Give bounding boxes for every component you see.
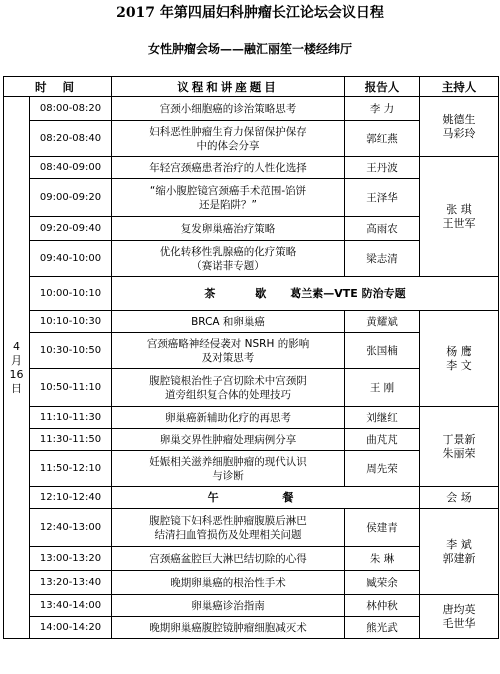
topic-cell [112,547,345,571]
topic-cell [112,407,345,429]
header-row [4,77,499,97]
host-name: 马彩玲 [442,126,476,140]
speaker-cell: 王 刚 [345,369,420,407]
topic-line: 腹腔镜根治性子宫切除术中宫颈阴 [149,374,307,387]
topic-line: 优化转移性乳腺癌的化疗策略 [159,245,297,258]
date-month: 月 [11,353,22,367]
time-cell: 13:00-13:20 [30,547,112,571]
speaker-cell: 李 力 [345,97,420,121]
header-speaker: 报告人 [345,77,420,97]
host-name: 丁景新 [442,432,476,446]
topic-line: 宫颈小细胞癌的诊治策略思考 [159,102,297,115]
host-name: 张 琪 [446,202,472,216]
topic-cell [112,157,345,179]
time-cell: 14:00-14:20 [30,617,112,639]
time-cell: 12:40-13:00 [30,509,112,547]
topic-line: 复发卵巢癌治疗策略 [180,222,276,235]
break-extra: 葛兰素—VTE 防治专题 [290,286,406,300]
speaker-cell: 梁志清 [345,241,420,277]
time-cell: 11:30-11:50 [30,429,112,451]
topic-cell [112,333,345,369]
speaker-cell: 林仲秋 [345,595,420,617]
speaker-cell: 周先荣 [345,451,420,487]
break-row [4,277,499,311]
break-label: 茶 歇 [204,286,285,300]
topic-cell [112,241,345,277]
time-cell: 09:20-09:40 [30,217,112,241]
topic-line: 卵巢交界性肿瘤处理病例分享 [159,433,297,446]
topic-cell [112,617,345,639]
lunch-row [4,487,499,509]
table-row [4,407,499,429]
topic-line: 年轻宫颈癌患者治疗的人性化选择 [149,161,307,174]
table-row [4,97,499,121]
host-cell: 会 场 [420,487,499,509]
speaker-cell: 王丹波 [345,157,420,179]
speaker-cell: 臧荣余 [345,571,420,595]
topic-line: 道旁组织复合体的处理技巧 [165,388,292,401]
time-cell: 10:30-10:50 [30,333,112,369]
date-day-num: 16 [9,367,24,381]
topic-cell [112,429,345,451]
topic-line: “缩小腹腔镜宫颈癌手术范围-馅饼 [149,184,307,197]
topic-line: 卵巢癌诊治指南 [191,599,265,612]
host-cell [420,157,499,277]
time-cell: 08:20-08:40 [30,121,112,157]
topic-cell [112,595,345,617]
topic-cell [112,179,345,217]
time-cell: 12:10-12:40 [30,487,112,509]
host-cell [420,311,499,407]
speaker-cell: 郭红燕 [345,121,420,157]
header-topic: 议程和讲座题目 [112,77,345,97]
time-cell: 10:10-10:30 [30,311,112,333]
topic-line: 腹腔镜下妇科恶性肿瘤腹膜后淋巴 [149,514,307,527]
topic-line: 妊娠相关滋养细胞肿瘤的现代认识 [149,455,307,468]
header-time: 时 间 [4,77,112,97]
topic-line: BRCA 和卵巢癌 [191,315,265,328]
topic-cell [112,369,345,407]
host-name: 毛世华 [442,616,476,630]
host-name: 朱丽荣 [442,446,476,460]
table-row [4,509,499,547]
date-cell [4,97,30,639]
time-cell: 13:40-14:00 [30,595,112,617]
speaker-cell: 张国楠 [345,333,420,369]
topic-line: 卵巢癌新辅助化疗的再思考 [165,411,292,424]
topic-line: 还是陷阱？” [199,198,257,211]
topic-line: 与诊断 [212,469,244,482]
topic-cell [112,571,345,595]
time-cell: 08:40-09:00 [30,157,112,179]
host-name: 郭建新 [442,551,476,565]
host-name: 李 文 [446,358,472,372]
topic-cell [112,311,345,333]
venue-subtitle: 女性肿瘤会场——融汇丽笙一楼经纬厅 [147,42,352,56]
host-name: 杨 鹰 [446,344,472,358]
speaker-cell: 黄耀斌 [345,311,420,333]
time-cell: 11:50-12:10 [30,451,112,487]
topic-cell [112,451,345,487]
date-day: 日 [11,381,22,395]
header-host: 主持人 [420,77,499,97]
topic-line: 妇科恶性肿瘤生育力保留保护保存 [149,125,307,138]
speaker-cell: 侯建青 [345,509,420,547]
time-cell: 08:00-08:20 [30,97,112,121]
topic-cell [112,509,345,547]
topic-cell [112,121,345,157]
date-month-num: 4 [13,339,20,353]
topic-line: 晚期卵巢癌的根治性手术 [170,576,286,589]
table-row [4,157,499,179]
speaker-cell: 朱 琳 [345,547,420,571]
host-cell [420,595,499,639]
host-name: 王世军 [442,216,476,230]
host-cell [420,97,499,157]
page-title: 2017 年第四届妇科肿瘤长江论坛会议日程 [116,5,384,21]
table-row [4,311,499,333]
speaker-cell: 熊光武 [345,617,420,639]
host-name: 李 斌 [446,537,472,551]
time-cell: 13:20-13:40 [30,571,112,595]
host-name: 唐均英 [442,602,476,616]
time-cell: 09:40-10:00 [30,241,112,277]
time-cell: 11:10-11:30 [30,407,112,429]
speaker-cell: 高雨农 [345,217,420,241]
topic-line: 及对策思考 [201,351,255,364]
lunch-label: 午 餐 [207,490,324,504]
time-cell: 10:00-10:10 [30,277,112,311]
topic-line: 宫颈癌略神经侵袭对 NSRH 的影响 [146,337,310,350]
topic-line: 宫颈癌盆腔巨大淋巴结切除的心得 [149,552,307,565]
tea-break-cell [112,277,499,311]
topic-cell [112,217,345,241]
topic-cell [112,97,345,121]
speaker-cell: 曲芃芃 [345,429,420,451]
topic-line: 中的体会分享 [196,139,260,152]
topic-line: 结清扫血管损伤及处理相关问题 [154,528,302,541]
host-cell [420,509,499,595]
speaker-cell: 王泽华 [345,179,420,217]
topic-line: （赛诺菲专题） [191,259,265,272]
time-cell: 10:50-11:10 [30,369,112,407]
lunch-cell [112,487,420,509]
time-cell: 09:00-09:20 [30,179,112,217]
schedule-table [3,76,499,639]
host-name: 姚德生 [442,112,476,126]
speaker-cell: 刘继红 [345,407,420,429]
topic-line: 晚期卵巢癌腹腔镜肿瘤细胞减灭术 [149,621,307,634]
host-cell [420,407,499,487]
table-row [4,595,499,617]
